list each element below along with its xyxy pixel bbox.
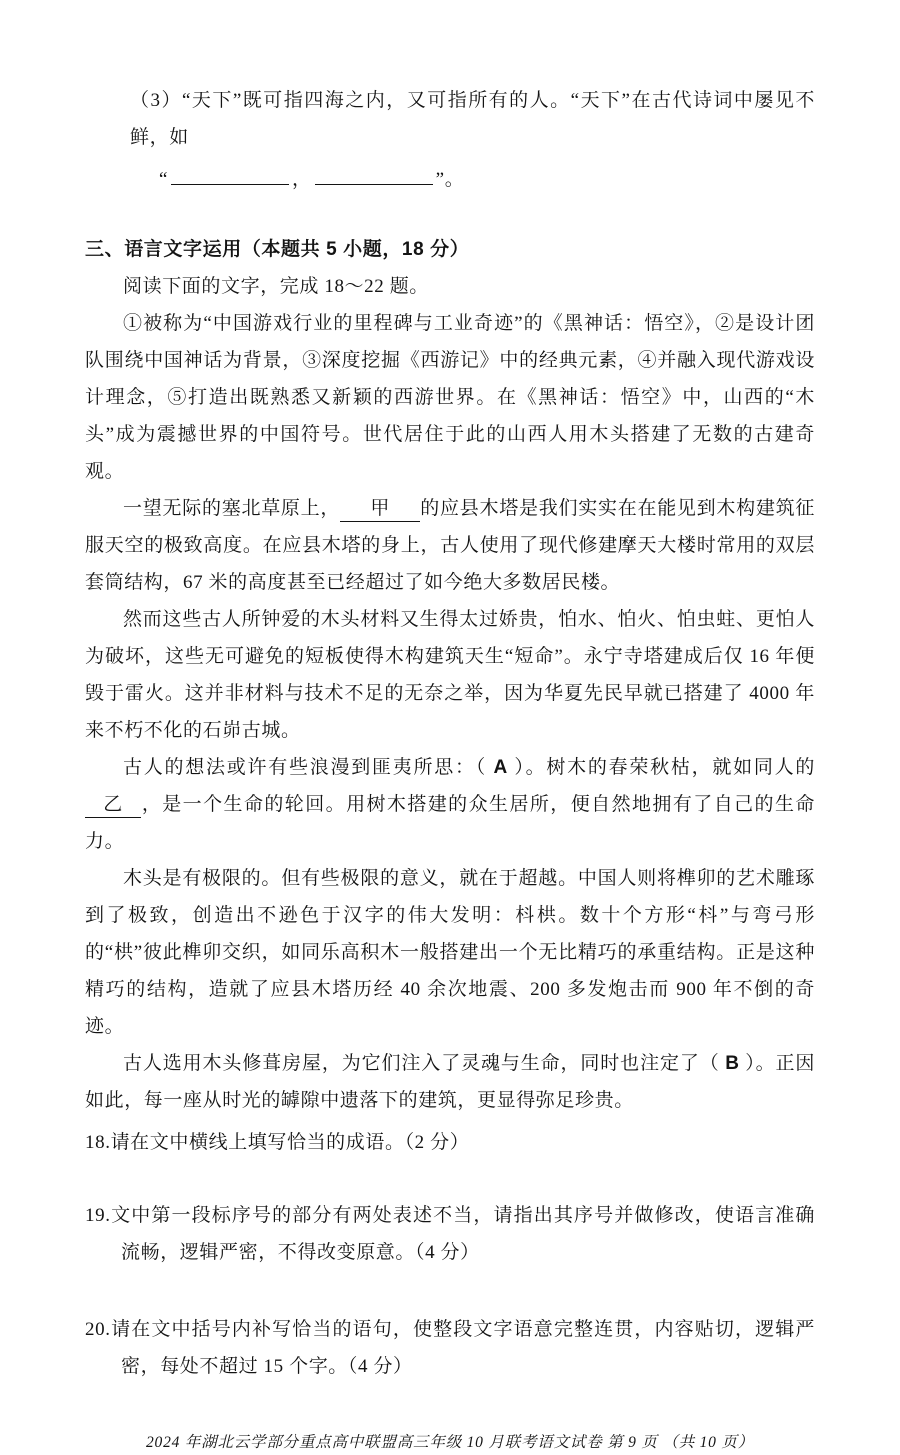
- open-quote: “: [159, 169, 169, 190]
- passage-paragraph-2: [85, 490, 815, 601]
- fill-blank-underline-2: [315, 164, 433, 185]
- bracket-letter-A: A: [493, 757, 508, 778]
- question-18: [85, 1124, 815, 1161]
- p6-text-pre: 古人选用木头修葺房屋，为它们注入了灵魂与生命，同时也注定了（: [123, 1053, 726, 1074]
- passage-paragraph-3: 然而这些古人所钟爱的木头材料又生得太过娇贵，怕水、怕火、怕虫蛀、更怕人为破坏，这些无可避免的短板使得木构建筑天生“短命”。永宁寺塔建成后仅 16 年便毁于雷火。这并非材料与技术不足的无奈之举，因为华夏先民早就已搭建了 4000 年来不朽不化的石峁古城。: [85, 609, 815, 741]
- reading-instruction: 阅读下面的文字，完成 18～22 题。: [123, 276, 429, 297]
- passage-paragraph-4: [85, 749, 815, 860]
- question-20-number: 20.: [85, 1319, 111, 1340]
- blank-yi: 乙: [85, 793, 141, 818]
- question-19-text: 文中第一段标序号的部分有两处表述不当，请指出其序号并做修改，使语言准确流畅，逻辑严密，不得改变原意。（4 分）: [110, 1205, 815, 1263]
- passage-paragraph-5: 木头是有极限的。但有些极限的意义，就在于超越。中国人则将榫卯的艺术雕琢到了极致，创造出不逊色于汉字的伟大发明：枓栱。数十个方形“枓”与弯弓形的“栱”彼此榫卯交织，如同乐高积木一般搭建出一个无比精巧的承重结构。正是这种精巧的结构，造就了应县木塔历经 40 余次地震、200 多发炮击而 900 年不倒的奇迹。: [85, 868, 815, 1037]
- p2-text-pre: 一望无际的塞北草原上，: [123, 498, 341, 519]
- p4-text-pre: 古人的想法或许有些浪漫到匪夷所思：（: [123, 757, 494, 778]
- question-20-text: 请在文中括号内补写恰当的语句，使整段文字语意完整连贯，内容贴切，逻辑严密，每处不超过 15 个字。（4 分）: [110, 1319, 815, 1377]
- blank-jia: 甲: [340, 497, 420, 522]
- page-footer: 2024 年湖北云学部分重点高中联盟高三年级 10 月联考语文试卷 第 9 页 （共 10 页）: [145, 1434, 755, 1451]
- passage-paragraph-6: [85, 1045, 815, 1119]
- question-19-number: 19.: [85, 1205, 111, 1226]
- question-19: [85, 1197, 815, 1271]
- p6-text-post: ）。正因如此，每一座从时光的罅隙中遗落下的建筑，更显得弥足珍贵。: [85, 1053, 815, 1111]
- fill-blank-underline-1: [171, 164, 289, 185]
- bracket-letter-B: B: [725, 1053, 740, 1074]
- close-quote: ”。: [435, 169, 465, 190]
- p4-text-post: ，是一个生命的轮回。用树木搭建的众生居所，便自然地拥有了自己的生命力。: [85, 794, 815, 852]
- passage-paragraph-1: ①被称为“中国游戏行业的里程碑与工业奇迹”的《黑神话：悟空》，②是设计团队围绕中国神话为背景，③深度挖掘《西游记》中的经典元素，④并融入现代游戏设计理念，⑤打造出既熟悉又新颖的西游世界。在《黑神话：悟空》中，山西的“木头”成为震撼世界的中国符号。世代居住于此的山西人用木头搭建了无数的古建奇观。: [85, 313, 815, 482]
- question-20: [85, 1311, 815, 1385]
- item3-answer-line: [159, 161, 815, 198]
- p4-text-mid: ）。树木的春荣秋枯，就如同人的: [507, 757, 816, 778]
- item3-text: （3）“天下”既可指四海之内，又可指所有的人。“天下”在古代诗词中屡见不鲜，如: [130, 90, 815, 148]
- comma-separator: ，: [292, 169, 312, 190]
- section-heading: 三、语言文字运用（本题共 5 小题，18 分）: [85, 239, 470, 260]
- p2-text-post: 的应县木塔是我们实实在在能见到木构建筑征服天空的极致高度。在应县木塔的身上，古人使用了现代修建摩天大楼时常用的双层套筒结构，67 米的高度甚至已经超过了如今绝大多数居民楼。: [85, 498, 815, 593]
- question-18-text: 请在文中横线上填写恰当的成语。（2 分）: [110, 1132, 470, 1153]
- question-18-number: 18.: [85, 1132, 111, 1153]
